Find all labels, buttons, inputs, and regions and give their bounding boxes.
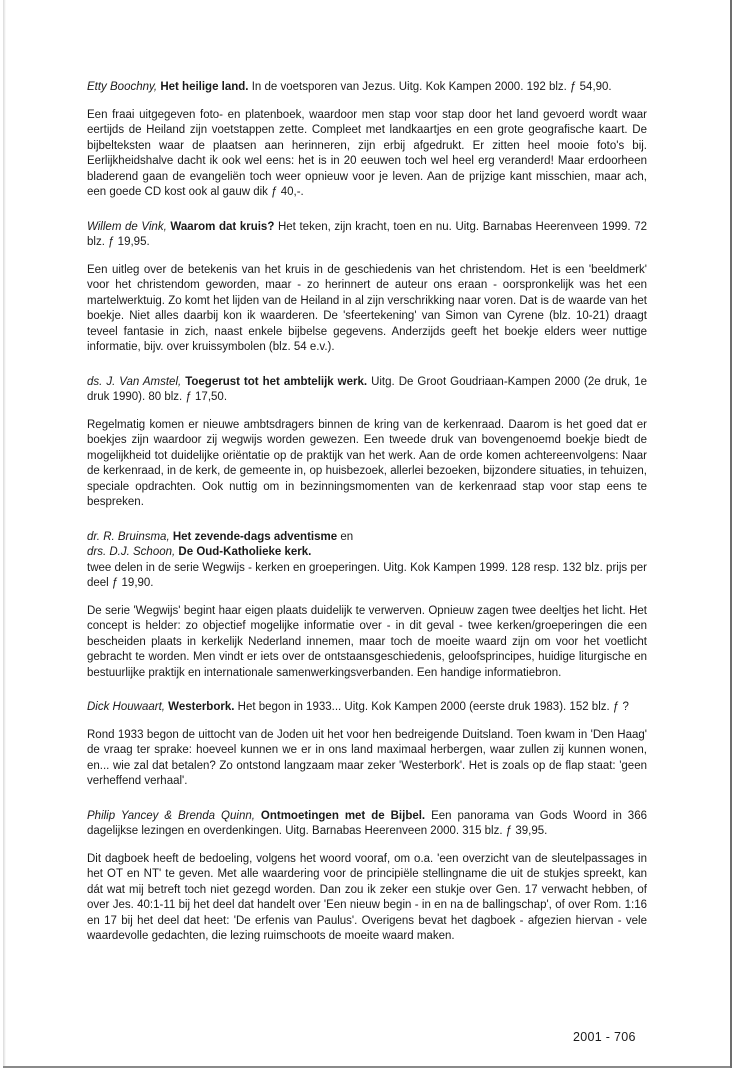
review-title: Het zevende-dags adventisme — [172, 530, 338, 543]
review-item — [87, 809, 647, 945]
review-title: Toegerust tot het ambtelijk werk. — [185, 375, 368, 388]
review-author: Dick Houwaart, — [87, 701, 165, 713]
review-details: Een panorama van Gods Woord in 366 dagelijkse lezingen en overdenkingen. Uitg. Barnabas Heerenveen 2000. 315 blz. ƒ 39,95. — [87, 809, 647, 837]
review-details: Het teken, zijn kracht, toen en nu. Uitg. Barnabas Heerenveen 1999. 72 blz. ƒ 19,95. — [87, 220, 648, 248]
review-title: Waarom dat kruis? — [170, 220, 275, 233]
review-body: Regelmatig komen er nieuwe ambtsdragers binnen de kring van de kerkenraad. Daarom is het goed dat er boekjes zijn waardoor zij wegwijs worden gewezen. Een tweede druk van bovengenoemd boekje biedt de mogelijkheid tot duidelijke oriëntatie op de praktijk van het werk. Aan de orde komen achtereenvolgens: Naar de kerkenraad, in de kerk, de gemeente in, op huisbezoek, allerlei bezoeken, bijzondere situaties, in tehuizen, speciale opdrachten. Ook nuttig om in bezinningsmomenten van de kerkenraad stap voor stap eens te bespreken. — [87, 418, 647, 508]
page-edge — [730, 0, 732, 1068]
review-author: Philip Yancey & Brenda Quinn, — [87, 809, 255, 822]
review-heading — [87, 530, 647, 592]
review-body: De serie 'Wegwijs' begint haar eigen plaats duidelijk te verwerven. Opnieuw zagen twee deeltjes het licht. Het concept is helder: zo objectief mogelijke informatie over - in dit geval - twee kerken/groeperingen die een bescheiden plaats in kerkelijk Nederland innemen, maar toch de moeite waard zijn om voor het voetlicht gebracht te worden. Men vindt er iets over de ontstaansgeschiedenis, geloofsprincipes, huidige liturgische en bestuurlijke praktijk en internationale samenwerkingsverbanden. Een handige informatiebron. — [87, 604, 647, 679]
page-number: 2001 - 706 — [573, 1030, 636, 1044]
review-body: Een fraai uitgegeven foto- en platenboek, waardoor men stap voor stap door het land gevoerd wordt waar eertijds de Heiland zijn voetstappen zette. Compleet met landkaartjes en een grote geografische kaart. De bijbelteksten waar de plaatsen aan herinneren, zijn erbij afgedrukt. Er zitten heel mooie foto's bij. Eerlijkheidshalve dacht ik ook wel eens: het is in 20 eeuwen toch wel heel erg veranderd! Maar erdoorheen bladerend gaan de evangeliën toch weer opnieuw voor je leven. Aan de prijzige kant misschien, maar ach, een goede CD kost ook al gauw dik ƒ 40,-. — [87, 108, 647, 198]
review-heading — [87, 809, 647, 840]
review-item — [87, 220, 647, 356]
review-heading — [87, 375, 647, 406]
review-author: Willem de Vink, — [87, 220, 167, 233]
review-item — [87, 530, 647, 682]
review-body: Een uitleg over de betekenis van het kruis in de geschiedenis van het christendom. Het is een 'beeldmerk' voor het christendom geworden, maar - zo herinnert de auteur ons eraan - oorspronkelijk was het een martelwerktuig. Zo komt het lijden van de Heiland in al zijn verschrikking naar voren. Dat is de waarde van het boekje. Niet alles daarbij kon ik waarderen. De 'sfeertekening' van Simon van Cyrene (blz. 10-21) draagt teveel fantasie in zich, naast enkele bijbelse gegevens. Anderzijds geeft het boekje elders weer nuttige informatie, bijv. over kruissymbolen (blz. 54 e.v.). — [87, 263, 647, 353]
review-item — [87, 80, 647, 201]
review-details: Uitg. De Groot Goudriaan-Kampen 2000 (2e druk, 1e druk 1990). 80 blz. ƒ 17,50. — [87, 375, 647, 403]
review-details: Het begon in 1933... Uitg. Kok Kampen 2000 (eerste druk 1983). 152 blz. ƒ ? — [234, 701, 629, 713]
review-heading — [87, 700, 647, 716]
review-author-second: drs. D.J. Schoon, — [87, 546, 176, 558]
review-heading — [87, 220, 647, 251]
review-item — [87, 375, 647, 511]
review-body: Dit dagboek heeft de bedoeling, volgens het woord vooraf, om o.a. 'een overzicht van de sleutelpassages in het OT en NT' te geven. Met alle waardering voor de principiële stellingname die uit de stukjes spreekt, kan dát wat mij betreft toch niet gezegd worden. Dan zou ik zeker een stukje over Gen. 17 verwacht hebben, of over Jes. 40:1-11 bij het deel dat handelt over 'Een nieuw begin - in en na de ballingschap', of over Rom. 1:16 en 17 bij het deel dat heet: 'De erfenis van Paulus'. Overigens bevat het dagboek - afgezien hiervan - vele waardevolle gedachten, die lezing ruimschoots de moeite waard maken. — [87, 852, 647, 942]
review-conjunction: en — [337, 530, 354, 543]
review-details: twee delen in de serie Wegwijs - kerken en groeperingen. Uitg. Kok Kampen 1999. 128 resp. 132 blz. prijs per deel ƒ 19,90. — [87, 561, 647, 589]
review-heading-line — [87, 545, 647, 561]
review-author: ds. J. Van Amstel, — [87, 375, 182, 388]
review-title-second: De Oud-Katholieke kerk. — [178, 546, 312, 558]
review-title: Westerbork. — [168, 701, 235, 713]
review-author: dr. R. Bruinsma, — [87, 530, 170, 543]
review-item — [87, 700, 647, 790]
review-heading-line — [87, 530, 647, 546]
review-title: Het heilige land. — [160, 81, 249, 93]
review-heading — [87, 80, 647, 96]
review-body: Rond 1933 begon de uittocht van de Joden uit het voor hen bedreigende Duitsland. Toen kwam in 'Den Haag' de vraag ter sprake: hoeveel kunnen we er in ons land maximaal herbergen, waar zullen zij kunnen wonen, en... wie zal dat betalen? Zo ontstond langzaam maar zeker 'Westerbork'. Het is zoals op de flap staat: 'geen verheffend verhaal'. — [87, 728, 647, 787]
review-list — [87, 80, 647, 964]
review-author: Etty Boochny, — [87, 81, 158, 93]
review-title: Ontmoetingen met de Bijbel. — [260, 809, 426, 822]
review-details: In de voetsporen van Jezus. Uitg. Kok Kampen 2000. 192 blz. ƒ 54,90. — [248, 81, 612, 93]
